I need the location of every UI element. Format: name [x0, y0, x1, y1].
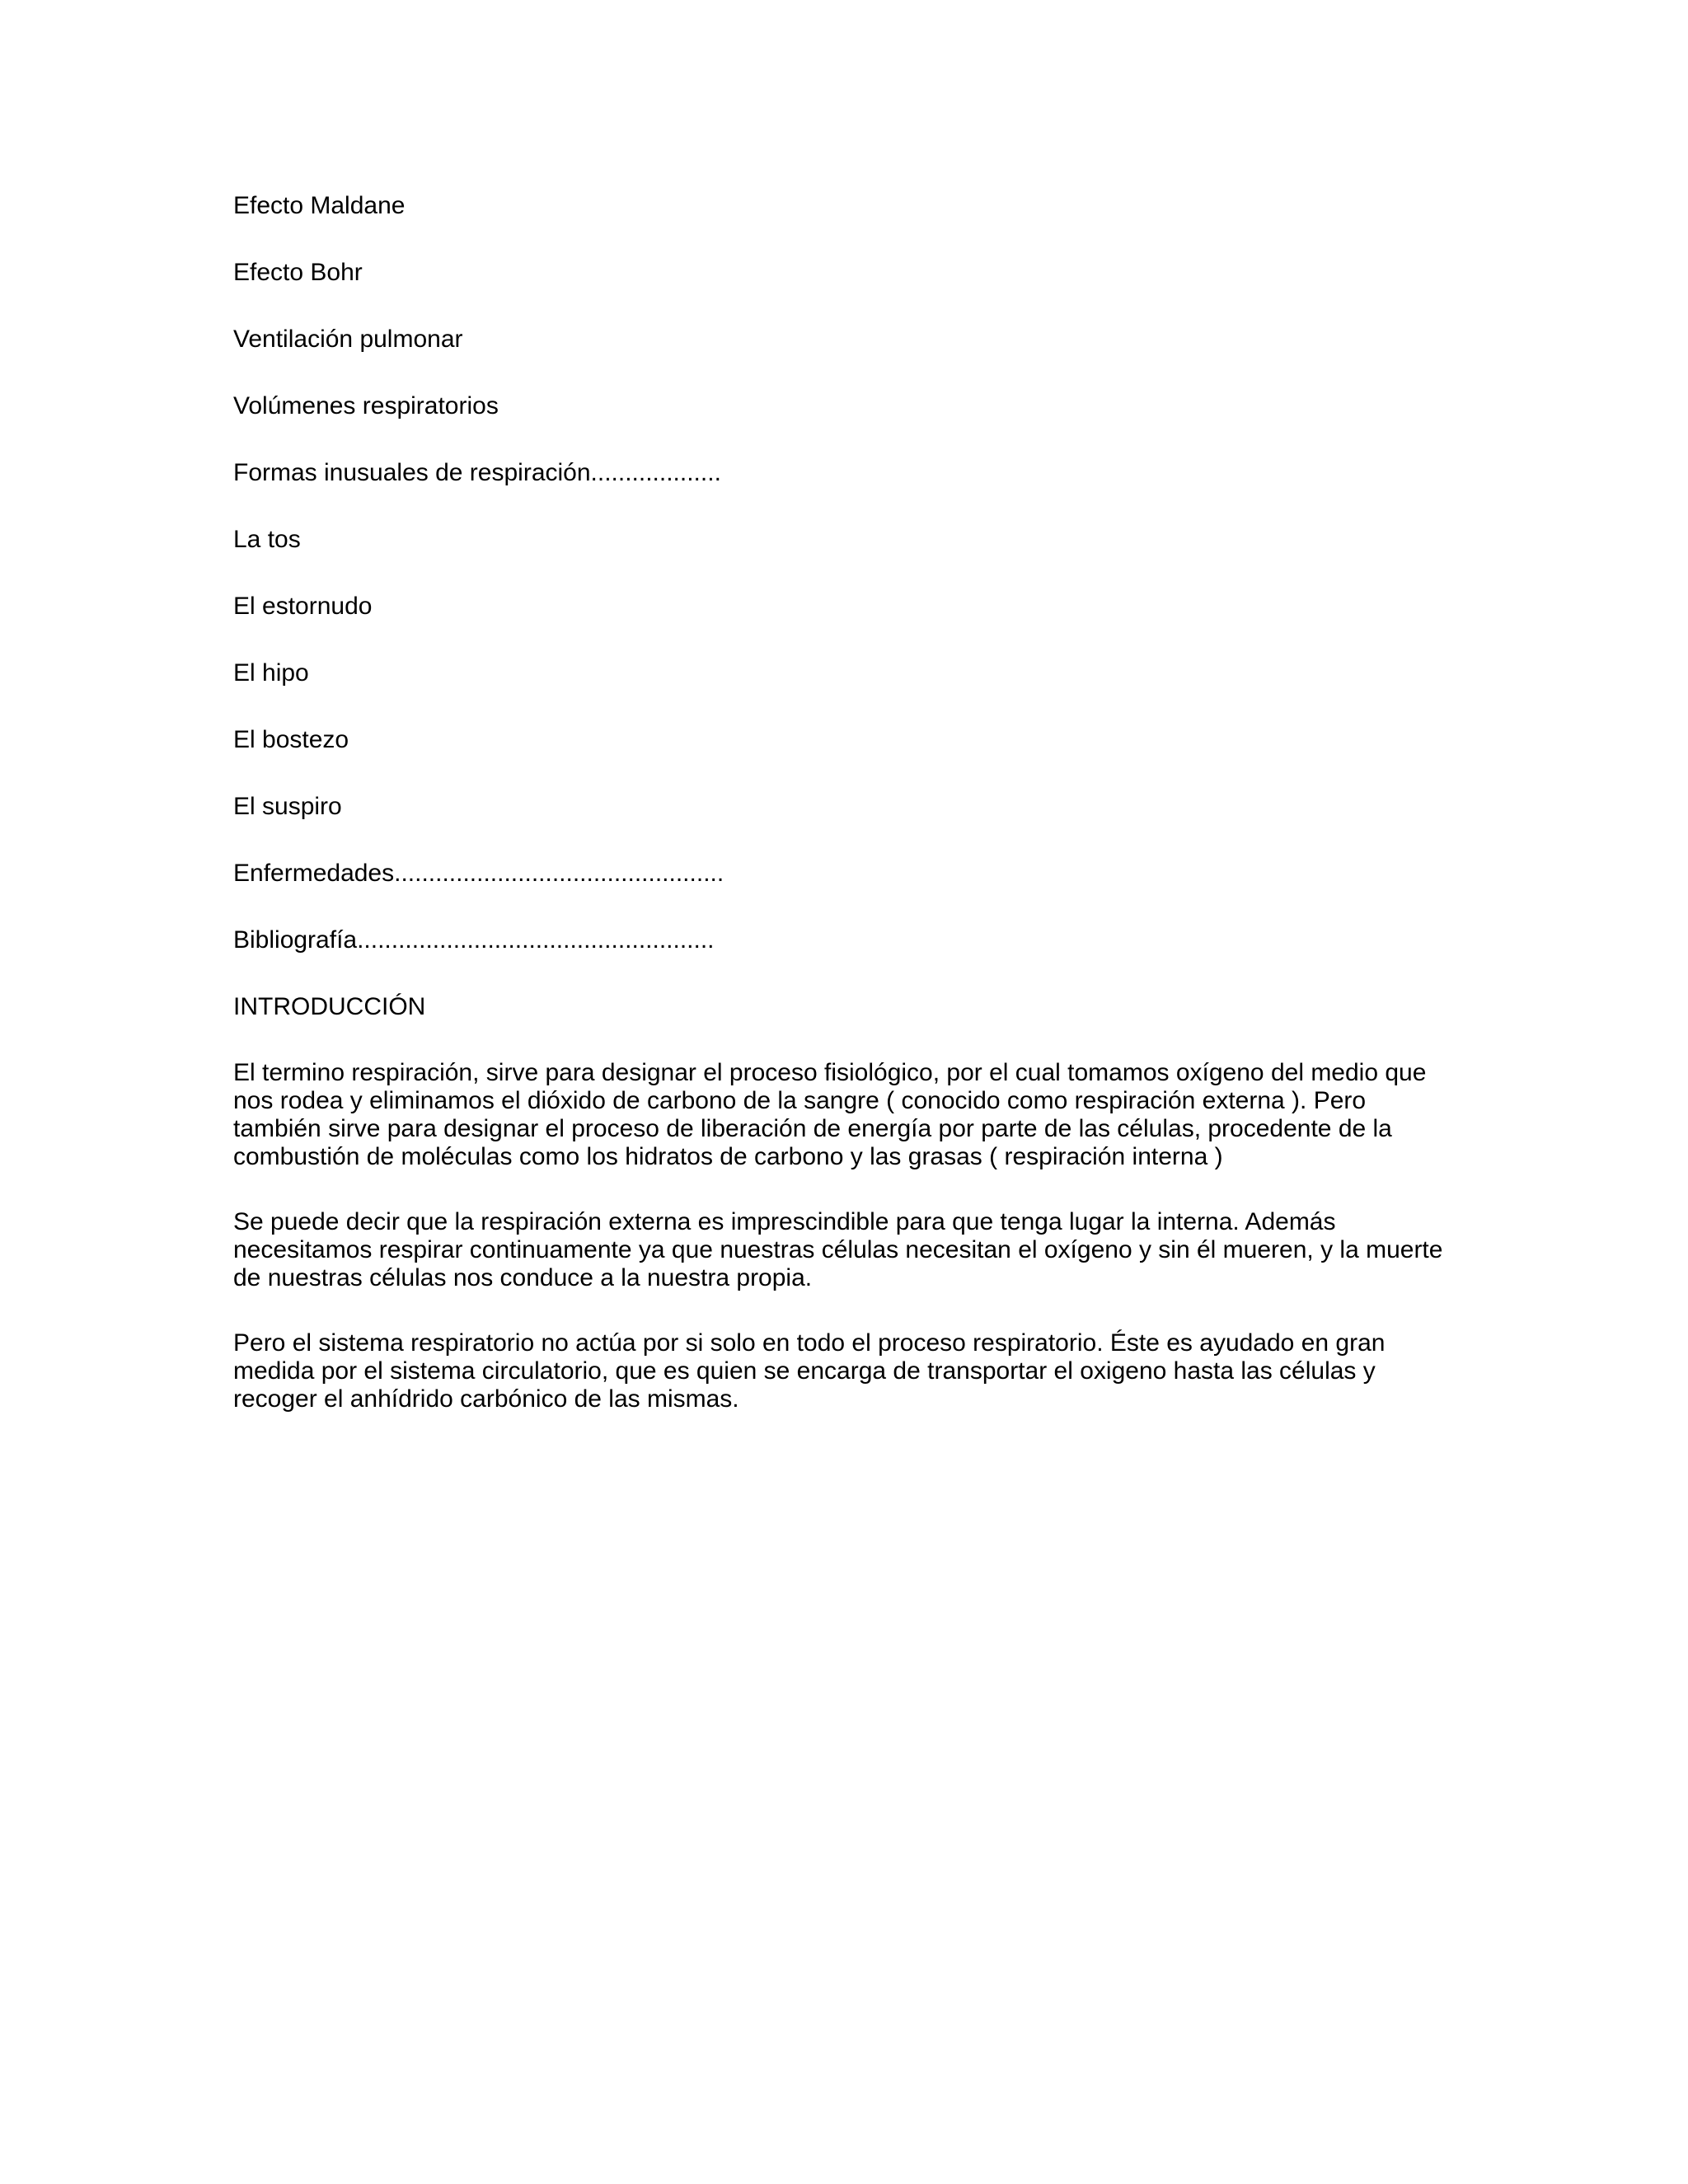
toc-item-formas-inusuales: Formas inusuales de respiración................... [233, 459, 721, 486]
section-heading-introduccion: INTRODUCCIÓN [233, 993, 426, 1020]
paragraph-line: de nuestras células nos conduce a la nuestra propia. [233, 1264, 813, 1291]
toc-item-el-suspiro: El suspiro [233, 793, 342, 820]
paragraph-3 [233, 1329, 1461, 1413]
toc-item-el-bostezo: El bostezo [233, 726, 349, 753]
paragraph-line: nos rodea y eliminamos el dióxido de carbono de la sangre ( conocido como respiración externa ). Pero [233, 1087, 1367, 1114]
toc-item-bibliografia: Bibliografía.................................................... [233, 926, 715, 954]
toc-item-el-hipo: El hipo [233, 659, 309, 687]
paragraph-line: Pero el sistema respiratorio no actúa por si solo en todo el proceso respiratorio. Éste es ayudado en gran [233, 1329, 1386, 1357]
paragraph-line: combustión de moléculas como los hidratos de carbono y las grasas ( respiración interna ) [233, 1143, 1223, 1170]
paragraph-line: necesitamos respirar continuamente ya que nuestras células necesitan el oxígeno y sin él mueren, y la muerte [233, 1236, 1443, 1263]
toc-item-efecto-maldane: Efecto Maldane [233, 192, 406, 219]
paragraph-line: recoger el anhídrido carbónico de las mismas. [233, 1385, 739, 1413]
paragraph-line: Se puede decir que la respiración externa es imprescindible para que tenga lugar la interna. Además [233, 1208, 1336, 1235]
document-page [233, 191, 1461, 1451]
toc-item-volumenes-respiratorios: Volúmenes respiratorios [233, 392, 499, 419]
toc-item-enfermedades: Enfermedades................................................ [233, 860, 724, 887]
paragraph-1 [233, 1059, 1461, 1171]
toc-item-ventilacion-pulmonar: Ventilación pulmonar [233, 326, 463, 353]
paragraph-2 [233, 1208, 1461, 1292]
paragraph-line: medida por el sistema circulatorio, que es quien se encarga de transportar el oxigeno hasta las células y [233, 1357, 1376, 1385]
toc-item-efecto-bohr: Efecto Bohr [233, 259, 363, 286]
toc-item-la-tos: La tos [233, 526, 301, 553]
paragraph-line: también sirve para designar el proceso de liberación de energía por parte de las células, procedente de la [233, 1115, 1392, 1142]
toc-item-el-estornudo: El estornudo [233, 593, 373, 620]
paragraph-line: El termino respiración, sirve para designar el proceso fisiológico, por el cual tomamos oxígeno del medio que [233, 1059, 1427, 1086]
